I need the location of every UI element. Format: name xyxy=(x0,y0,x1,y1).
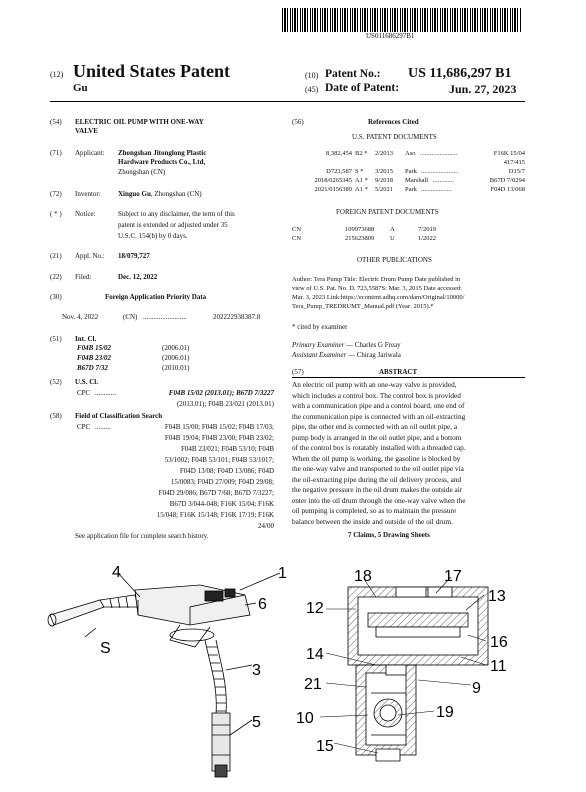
assistant-examiner-name: — Chirag Jariwala xyxy=(346,351,401,359)
cpc-dots: ............ xyxy=(95,389,116,397)
us-cl-label: U.S. Cl. xyxy=(75,378,98,386)
assistant-examiner-label: Assistant Examiner xyxy=(292,351,347,359)
pump-perspective-figure xyxy=(40,555,290,785)
references-heading: References Cited xyxy=(368,118,419,126)
other-pub-line: view of U.S. Pat. No. D. 723,5587S: Mar. 3, 2015 Date accessed: xyxy=(292,285,462,292)
ref-class: F16K 15/04 xyxy=(493,150,525,157)
code-52: (52) xyxy=(50,378,62,386)
foreign-date: 1/2022 xyxy=(418,235,437,242)
search-dots: ......... xyxy=(95,423,111,431)
assistant-examiner xyxy=(292,351,401,360)
code-58: (58) xyxy=(50,412,62,420)
abstract-line: the negative pressure in the oil drum makes the outside air xyxy=(292,485,463,494)
code-72: (72) xyxy=(50,190,62,198)
fig-label: 15 xyxy=(316,738,334,755)
abstract-line: An electric oil pump with an one-way valve is provided, xyxy=(292,380,457,389)
code-notice: ( * ) xyxy=(50,210,62,218)
appl-no: 18/079,727 xyxy=(118,252,150,260)
cpc-label: CPC xyxy=(77,389,91,397)
fig-label: 4 xyxy=(112,564,121,581)
abstract-line: pipe, the other end is connected with an oil outlet pipe, a xyxy=(292,422,458,431)
ref-class: 417/415 xyxy=(503,159,525,166)
search-line: 53/1002; F04B 53/101; F04B 53/1017; xyxy=(164,456,274,464)
abstract-line: the one-way valve and transported to the oil outlet pipe via xyxy=(292,464,464,473)
patent-no: US 11,686,297 B1 xyxy=(408,66,512,81)
inventor-label: Inventor: xyxy=(75,190,101,198)
inventor-location: , Zhongshan (CN) xyxy=(150,190,202,198)
abstract-line: When the oil pump is working, the gasoline is blocked by xyxy=(292,453,461,463)
foreign-kind: A xyxy=(390,226,395,233)
ref-class: B67D 7/0294 xyxy=(489,177,525,184)
ref-kind: B2 * xyxy=(355,150,368,157)
code-54: (54) xyxy=(50,118,62,126)
foreign-date: 7/2019 xyxy=(418,226,437,233)
abstract-line: oil pumping is completed, so as to maintain the pressure xyxy=(292,506,457,515)
search-line: 24/00 xyxy=(258,522,274,530)
invention-title-1: ELECTRIC OIL PUMP WITH ONE-WAY xyxy=(75,118,204,126)
applicant-line-3: Zhongshan (CN) xyxy=(118,168,166,176)
other-pub-line: Tera_Pump_TREDRUMT_Manual.pdf (Year: 2015).* xyxy=(292,303,434,310)
applicant-line-2: Hardware Products Co., Ltd, xyxy=(118,158,206,166)
fig-label: 16 xyxy=(490,634,508,651)
foreign-number: 109973688 xyxy=(345,226,375,233)
search-line: 15/048; F16K 15/148; F16K 17/19; F16K xyxy=(156,511,274,519)
int-cl-year: (2010.01) xyxy=(162,364,190,372)
notice-line-1: Subject to any disclaimer, the term of this xyxy=(118,210,235,218)
foreign-docs-heading: FOREIGN PATENT DOCUMENTS xyxy=(336,208,439,216)
cpc-line-2: (2013.01); F04B 23/021 (2013.01) xyxy=(176,400,274,408)
notice-line-2: patent is extended or adjusted under 35 xyxy=(118,221,228,229)
abstract-line: with a communication pipe and a control board, one end of xyxy=(292,401,465,410)
primary-examiner-name: — Charles G Freay xyxy=(344,341,401,349)
ref-dots: ....................... xyxy=(421,168,459,175)
abstract-line: the oil-extracting pipe during the oil delivery process, and xyxy=(292,474,462,484)
ref-number: 2021/0156389 xyxy=(314,186,352,193)
code-51: (51) xyxy=(50,335,62,343)
search-line: F04D 29/086; B67D 7/68; B67D 7/3227; xyxy=(158,489,274,497)
code-71: (71) xyxy=(50,149,62,157)
foreign-country: CN xyxy=(292,226,302,233)
ref-date: 9/2018 xyxy=(375,177,394,184)
int-cl-year: (2006.01) xyxy=(162,344,190,352)
abstract-body xyxy=(292,380,525,527)
ref-dots: ....................... xyxy=(420,150,458,157)
notice-line-3: U.S.C. 154(b) by 0 days. xyxy=(118,232,188,240)
int-cl-label: Int. Cl. xyxy=(75,335,97,343)
search-line: 15/0083; F04D 27/009; F04D 29/08; xyxy=(170,478,274,486)
int-cl-code: F04B 15/02 xyxy=(77,344,112,352)
filed-label: Filed: xyxy=(75,273,92,281)
see-application-note: See application file for complete search history. xyxy=(75,532,209,540)
priority-dots: ......................... xyxy=(143,313,187,321)
code-12: (12) xyxy=(50,70,64,79)
code-21: (21) xyxy=(50,252,62,260)
abstract-line: pump body is arranged in the oil outlet pipe, and a bottom xyxy=(292,432,462,442)
fig-label: S xyxy=(100,640,111,657)
fig-label: 6 xyxy=(258,596,267,613)
priority-date: Nov. 4, 2022 xyxy=(62,313,99,321)
priority-number: 202222938387.8 xyxy=(213,313,261,321)
search-line: F04B 23/021; F04B 53/10; F04B xyxy=(181,445,274,453)
ref-name: Marshall xyxy=(405,177,429,184)
foreign-country: CN xyxy=(292,235,302,242)
int-cl-code: F04B 23/02 xyxy=(77,354,112,362)
field-search-label: Field of Classification Search xyxy=(75,412,163,420)
code-30: (30) xyxy=(50,293,62,301)
ref-date: 3/2015 xyxy=(375,168,394,175)
fig-label: 21 xyxy=(304,676,322,693)
fig-label: 10 xyxy=(296,710,314,727)
invention-title-2: VALVE xyxy=(75,127,98,135)
valve-section-figure xyxy=(296,565,536,785)
ref-class: D15/7 xyxy=(508,168,525,175)
ref-dots: ................... xyxy=(421,186,452,193)
ref-class: F04D 13/068 xyxy=(490,186,525,193)
search-line: B67D 3/044-048; F16K 15/04; F16K xyxy=(169,500,274,508)
fig-label: 14 xyxy=(306,646,324,663)
fig-label: 17 xyxy=(444,568,462,585)
cpc-line-1: F04B 15/02 (2013.01); B67D 7/3227 xyxy=(168,389,274,397)
fig-label: 13 xyxy=(488,588,506,605)
claims-line: 7 Claims, 5 Drawing Sheets xyxy=(348,531,430,539)
ref-name: Park xyxy=(405,168,417,175)
code-10: (10) xyxy=(305,71,319,80)
abstract-line: balance between the inside and outside of the oil drum. xyxy=(292,516,453,526)
ref-kind: A1 * xyxy=(355,186,368,193)
other-pub-line: Author: Tera Pump Title: Electric Drum Pump Date published in xyxy=(292,276,461,283)
priority-country: (CN) xyxy=(123,313,138,321)
abstract-line: which includes a control box. The control box is provided xyxy=(292,390,461,400)
fig-label: 3 xyxy=(252,662,261,679)
fig-label: 19 xyxy=(436,704,454,721)
search-line: F04D 13/08; F04D 13/086; F04D xyxy=(179,467,274,475)
inventor-short: Gu xyxy=(73,82,88,94)
inventor-value xyxy=(118,190,202,199)
patent-date: Jun. 27, 2023 xyxy=(449,82,517,96)
barcode xyxy=(282,8,522,32)
primary-examiner xyxy=(292,341,401,350)
header-rule xyxy=(50,101,525,102)
patent-title: United States Patent xyxy=(73,61,230,81)
abstract-heading: ABSTRACT xyxy=(379,368,418,376)
priority-heading: Foreign Application Priority Data xyxy=(105,293,207,301)
code-45: (45) xyxy=(305,85,319,94)
appl-label: Appl. No.: xyxy=(75,252,105,260)
abstract-line: the communication pipe is connected with an oil-extracting xyxy=(292,411,466,421)
int-cl-code: B67D 7/32 xyxy=(77,364,108,372)
other-pub-line: Mar. 3, 2023 Link:https://econtent.adhq.com/dam/Original/10000/ xyxy=(292,294,465,301)
ref-kind: S * xyxy=(355,168,364,175)
ref-dots: ............. xyxy=(433,177,455,184)
applicant-line-1: Zhongshan Jitonglong Plastic xyxy=(118,149,207,157)
code-56: (56) xyxy=(292,118,304,126)
inventor-name: Xinguo Gu xyxy=(118,190,151,198)
foreign-number: 215623809 xyxy=(345,235,375,242)
ref-number: 2018/0265345 xyxy=(314,177,352,184)
notice-label: Notice: xyxy=(75,210,96,218)
code-22: (22) xyxy=(50,273,62,281)
ref-date: 2/2013 xyxy=(375,150,394,157)
search-cpc-label: CPC xyxy=(77,423,91,431)
int-cl-year: (2006.01) xyxy=(162,354,190,362)
patent-no-label: Patent No.: xyxy=(325,68,381,80)
foreign-kind: U xyxy=(390,235,395,242)
ref-kind: A1 * xyxy=(355,177,368,184)
fig-label: 11 xyxy=(490,658,507,675)
fig-label: 1 xyxy=(278,565,287,582)
abstract-line: enter into the oil drum through the one-way valve when the xyxy=(292,495,466,505)
cited-by-examiner: * cited by examiner xyxy=(292,323,348,331)
applicant-label: Applicant: xyxy=(75,149,105,157)
date-label: Date of Patent: xyxy=(325,82,400,94)
fig-label: 18 xyxy=(354,568,372,585)
fig-label: 5 xyxy=(252,714,261,731)
ref-number: 8,382,454 xyxy=(326,150,352,157)
barcode-number: US011686297B1 xyxy=(366,32,415,40)
search-line: F04B 15/00; F04B 15/02; F04B 17/03; xyxy=(164,423,274,431)
filed-date: Dec. 12, 2022 xyxy=(118,273,158,281)
primary-examiner-label: Primary Examiner xyxy=(292,341,345,349)
abstract-line: of the control box is rotatably installed with a threaded cap. xyxy=(292,443,466,452)
abstract-rule xyxy=(292,377,525,378)
us-docs-heading: U.S. PATENT DOCUMENTS xyxy=(352,133,437,141)
search-line: F04B 19/04; F04B 23/00; F04B 23/02; xyxy=(164,434,274,442)
ref-name: Aso xyxy=(405,150,416,157)
fig-label: 9 xyxy=(472,680,481,697)
ref-name: Park xyxy=(405,186,417,193)
other-pubs-heading: OTHER PUBLICATIONS xyxy=(357,256,432,264)
fig-label: 12 xyxy=(306,600,324,617)
code-57: (57) xyxy=(292,368,304,376)
ref-number: D723,587 xyxy=(326,168,352,175)
ref-date: 5/2021 xyxy=(375,186,394,193)
